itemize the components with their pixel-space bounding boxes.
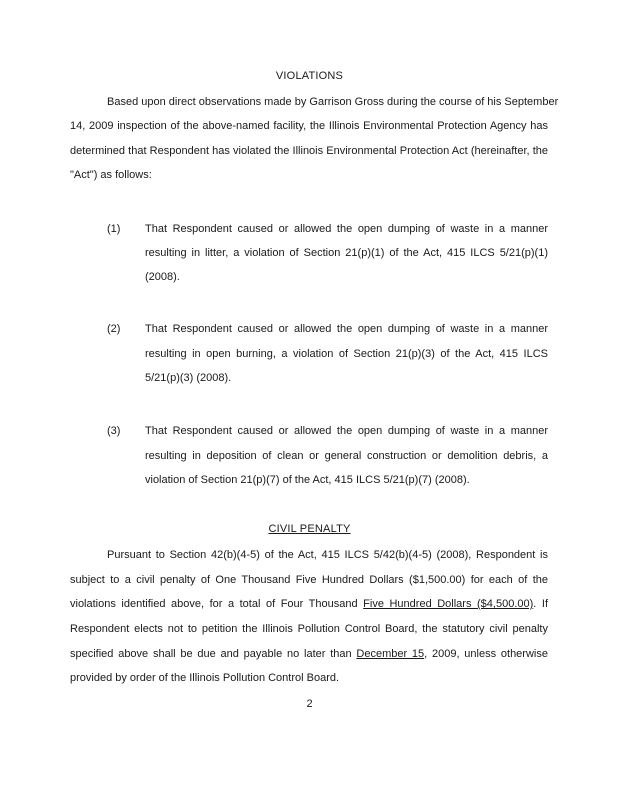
penalty-line-3	[70, 597, 548, 611]
penalty-line-5-post: , 2009, unless otherwise	[424, 648, 548, 660]
penalty-line-6: provided by order of the Illinois Pollution Control Board.	[70, 672, 340, 684]
intro-line-2: 14, 2009 inspection of the above-named facility, the Illinois Environmental Protection Agency has	[70, 120, 548, 132]
item-1-line-3: (2008).	[145, 271, 180, 283]
civil-penalty-heading-text: CIVIL PENALTY	[268, 523, 351, 535]
civil-penalty-heading	[0, 523, 619, 535]
item-2-line-1: That Respondent caused or allowed the open dumping of waste in a manner	[145, 323, 548, 335]
total-penalty-amount: Five Hundred Dollars ($4,500.00)	[363, 598, 534, 610]
penalty-line-4: Respondent elects not to petition the Illinois Pollution Control Board, the statutory civil penalty	[70, 623, 548, 635]
item-number: (2)	[107, 323, 121, 335]
due-date: December 15	[356, 648, 425, 660]
item-1-line-1: That Respondent caused or allowed the open dumping of waste in a manner	[145, 223, 548, 235]
item-1-line-2: resulting in litter, a violation of Section 21(p)(1) of the Act, 415 ILCS 5/21(p)(1)	[145, 247, 548, 259]
item-3-line-2: resulting in deposition of clean or general construction or demolition debris, a	[145, 450, 548, 462]
intro-line-1: Based upon direct observations made by Garrison Gross during the course of his September	[107, 96, 559, 108]
penalty-line-5-pre: specified above shall be due and payable no later than	[70, 648, 357, 660]
intro-line-3: determined that Respondent has violated the Illinois Environmental Protection Act (hereinafter, the	[70, 145, 548, 157]
page-number: 2	[306, 698, 313, 710]
penalty-line-2: subject to a civil penalty of One Thousand Five Hundred Dollars ($1,500.00) for each of the	[70, 574, 548, 586]
item-3-line-3: violation of Section 21(p)(7) of the Act, 415 ILCS 5/21(p)(7) (2008).	[145, 474, 470, 486]
item-number: (1)	[107, 223, 121, 235]
item-2-line-3: 5/21(p)(3) (2008).	[145, 372, 232, 384]
item-2-line-2: resulting in open burning, a violation of Section 21(p)(3) of the Act, 415 ILCS	[145, 348, 548, 360]
item-3-line-1: That Respondent caused or allowed the open dumping of waste in a manner	[145, 425, 548, 437]
penalty-line-3-post: . If	[533, 598, 549, 610]
penalty-line-3-pre: violations identified above, for a total of Four Thousand	[70, 598, 364, 610]
penalty-line-1: Pursuant to Section 42(b)(4-5) of the Act, 415 ILCS 5/42(b)(4-5) (2008), Respondent is	[107, 549, 548, 561]
violations-heading: VIOLATIONS	[275, 70, 344, 82]
penalty-line-5	[70, 647, 548, 661]
intro-line-4: "Act") as follows:	[70, 169, 152, 181]
item-number: (3)	[107, 425, 121, 437]
